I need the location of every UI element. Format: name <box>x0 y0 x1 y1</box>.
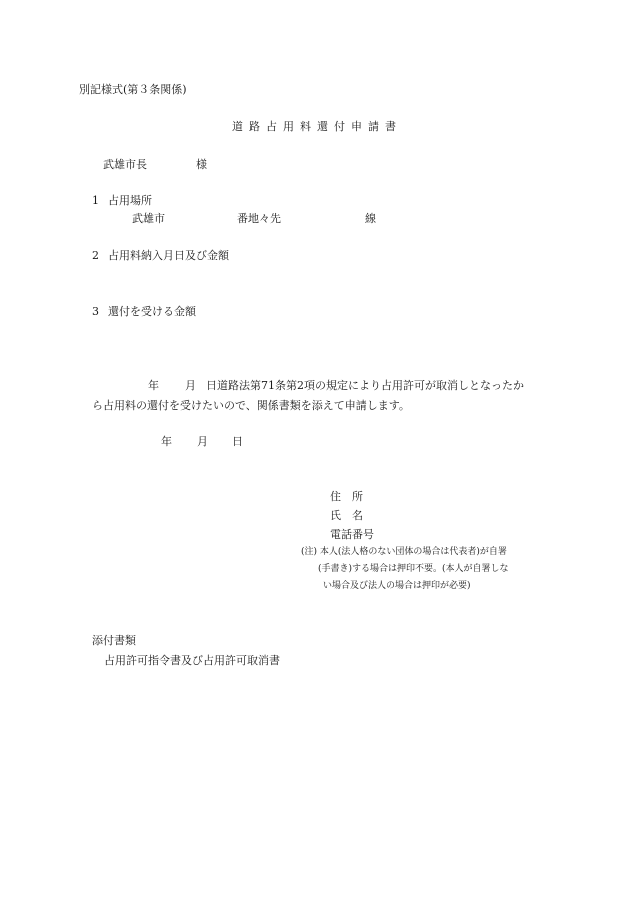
addressee-name: 武雄市長 <box>103 158 147 171</box>
item1-city: 武雄市 <box>132 212 165 225</box>
date-month: 月 <box>197 435 208 448</box>
form-label: 別記様式(第３条関係) <box>79 83 187 96</box>
addressee-honorific: 様 <box>196 158 207 171</box>
statement-line2: ら占用料の還付を受けたいので、関係書類を添えて申請します。 <box>92 399 410 412</box>
signature-note-line3: い場合及び法人の場合は押印が必要) <box>323 581 471 591</box>
item1-block: 番地々先 <box>237 212 281 225</box>
statement-line1: 日道路法第71条第2項の規定により占用許可が取消しとなったか <box>206 379 524 392</box>
date-year: 年 <box>161 435 172 448</box>
statement-month: 月 <box>185 379 196 392</box>
item1-label: 占用場所 <box>108 194 152 207</box>
item3-label: 還付を受ける金額 <box>108 305 196 318</box>
statement-year: 年 <box>148 379 159 392</box>
item2-number: 2 <box>92 249 99 262</box>
signature-note-line1: (注) 本人(法人格のない団体の場合は代表者)が自署 <box>301 547 507 557</box>
applicant-address-label: 住 所 <box>330 490 363 503</box>
signature-note-line2: (手書き)する場合は押印不要。(本人が自署しな <box>318 564 509 574</box>
item2-label: 占用料納入月日及び金額 <box>108 249 229 262</box>
applicant-name-label: 氏 名 <box>330 509 363 522</box>
document-title: 道路占用料還付申請書 <box>232 120 402 133</box>
item1-number: 1 <box>92 194 99 207</box>
attachments-content: 占用許可指令書及び占用許可取消書 <box>104 654 280 667</box>
applicant-phone-label: 電話番号 <box>330 528 374 541</box>
item1-road-suffix: 線 <box>365 212 376 225</box>
item3-number: 3 <box>92 305 99 318</box>
date-day: 日 <box>232 435 243 448</box>
attachments-heading: 添付書類 <box>92 634 136 647</box>
